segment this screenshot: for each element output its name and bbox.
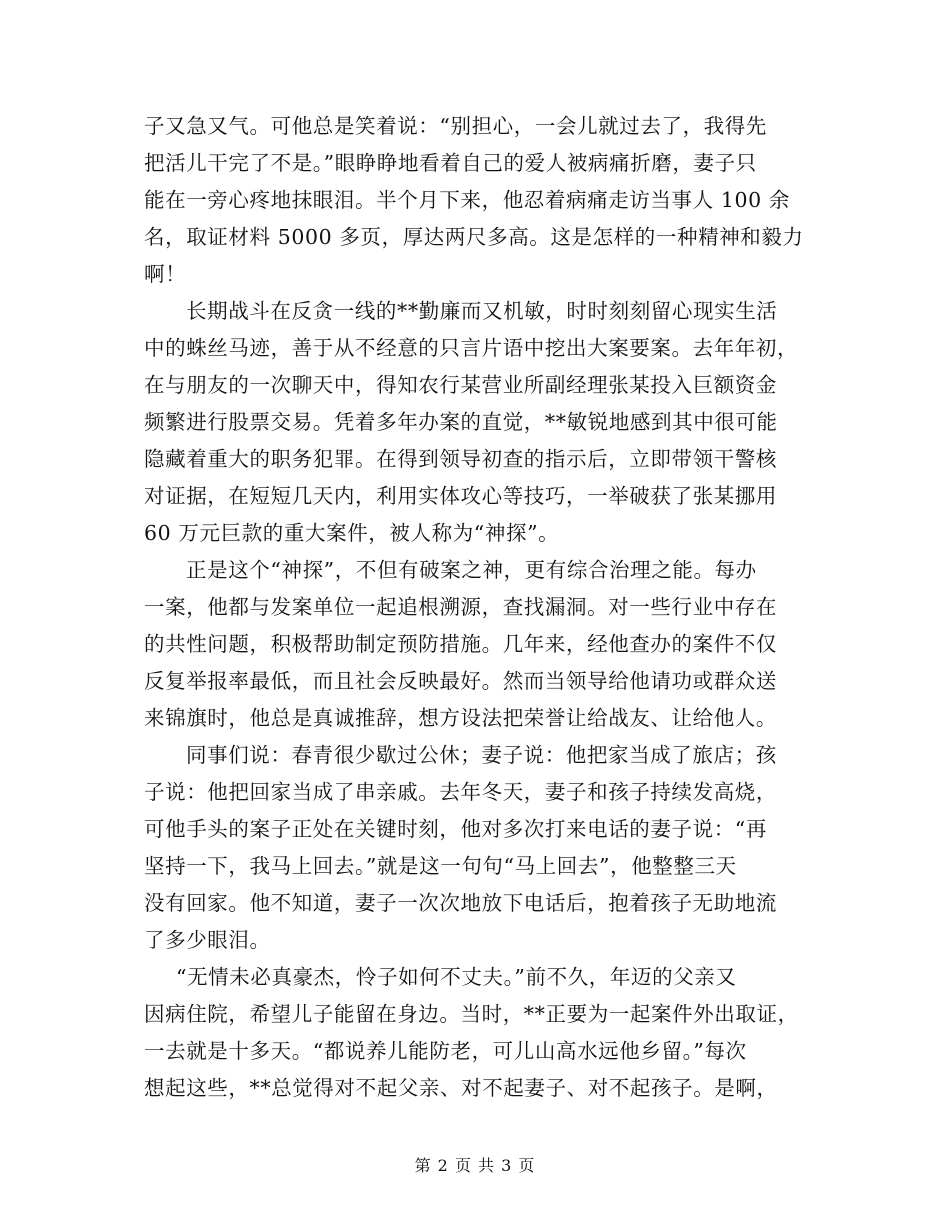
text-line: 长期战斗在反贪一线的**勤廉而又机敏，时时刻刻留心现实生活 <box>186 299 778 323</box>
text-line: 正是这个“神探”，不但有破案之神，更有综合治理之能。每办 <box>186 558 757 582</box>
page-number-footer: 第 2 页 共 3 页 <box>414 1156 536 1175</box>
text-line: 因病住院，希望儿子能留在身边。当时，**正要为一起案件外出取证， <box>144 1002 799 1026</box>
text-line: 能在一旁心疼地抹眼泪。半个月下来，他忍着病痛走访当事人 100 余 <box>144 188 790 212</box>
text-line: 来锦旗时，他总是真诚推辞，想方设法把荣誉让给战友、让给他人。 <box>144 706 777 730</box>
text-line: 在与朋友的一次聊天中，得知农行某营业所副经理张某投入巨额资金 <box>144 373 777 397</box>
text-line: 没有回家。他不知道，妻子一次次地放下电话后，抱着孩子无助地流 <box>144 891 777 915</box>
text-line: 了多少眼泪。 <box>144 928 271 952</box>
text-line: “无情未必真豪杰，怜子如何不丈夫。”前不久，年迈的父亲又 <box>176 965 737 989</box>
text-line: 把活儿干完了不是。”眼睁睁地看着自己的爱人被病痛折磨，妻子只 <box>144 151 757 175</box>
text-line: 反复举报率最低，而且社会反映最好。然而当领导给他请功或群众送 <box>144 669 777 693</box>
text-line: 一案，他都与发案单位一起追根溯源，查找漏洞。对一些行业中存在 <box>144 595 777 619</box>
text-line: 坚持一下，我马上回去。”就是这一句句“马上回去”，他整整三天 <box>144 854 737 878</box>
text-line: 一去就是十多天。“都说养儿能防老，可儿山高水远他乡留。”每次 <box>144 1039 747 1063</box>
text-line: 中的蛛丝马迹，善于从不经意的只言片语中挖出大案要案。去年年初， <box>144 336 799 360</box>
text-line: 的共性问题，积极帮助制定预防措施。几年来，经他查办的案件不仅 <box>144 632 777 656</box>
text-line: 对证据，在短短几天内，利用实体攻心等技巧，一举破获了张某挪用 <box>144 484 777 508</box>
text-line: 想起这些，**总觉得对不起父亲、对不起妻子、对不起孩子。是啊， <box>144 1076 778 1100</box>
text-line: 子又急又气。可他总是笑着说：“别担心，一会儿就过去了，我得先 <box>144 114 767 138</box>
text-line: 60 万元巨款的重大案件，被人称为“神探”。 <box>144 521 560 545</box>
text-line: 同事们说：春青很少歇过公休；妻子说：他把家当成了旅店；孩 <box>186 743 777 767</box>
text-line: 可他手头的案子正处在关键时刻，他对多次打来电话的妻子说：“再 <box>144 817 767 841</box>
text-line: 子说：他把回家当成了串亲戚。去年冬天，妻子和孩子持续发高烧， <box>144 780 777 804</box>
text-line: 啊！ <box>144 262 187 286</box>
text-line: 隐藏着重大的职务犯罪。在得到领导初查的指示后，立即带领干警核 <box>144 447 777 471</box>
text-line: 名，取证材料 5000 多页，厚达两尺多高。这是怎样的一种精神和毅力 <box>144 225 804 249</box>
text-line: 频繁进行股票交易。凭着多年办案的直觉，**敏锐地感到其中很可能 <box>144 410 778 434</box>
